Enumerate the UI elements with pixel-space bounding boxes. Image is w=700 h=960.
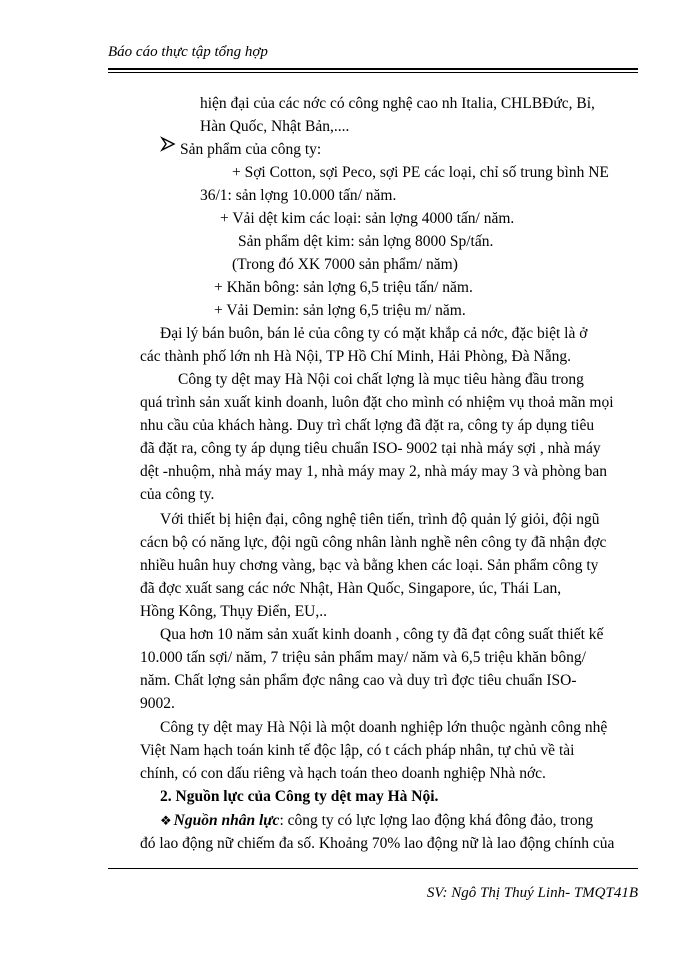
text-span: : công ty có lực lợng lao động khá đông đảo, trong [279, 812, 594, 829]
text-line: 9002. [140, 695, 175, 712]
text-line: Đại lý bán buôn, bán lẻ của công ty có mặt khắp cả nớc, đặc biệt là ở [160, 325, 588, 342]
text-line: của công ty. [140, 486, 215, 503]
text-line: Công ty dệt may Hà Nội coi chất lợng là mục tiêu hàng đầu trong [178, 371, 584, 388]
text-line: quá trình sản xuất kinh doanh, luôn đặt cho mình có nhiệm vụ thoả mãn mọi [140, 394, 614, 411]
text-line: Hàn Quốc, Nhật Bản,.... [200, 118, 350, 135]
text-line: Sản phẩm dệt kim: sản lợng 8000 Sp/tấn. [238, 233, 494, 250]
diamond-bullet-icon: ❖ [160, 813, 172, 828]
text-line: Việt Nam hạch toán kinh tế độc lập, có t cách pháp nhân, tự chủ về tài [140, 742, 575, 759]
footer-rule [108, 868, 638, 869]
text-line: nhu cầu của khách hàng. Duy trì chất lợng đã đặt ra, công ty áp dụng tiêu [140, 417, 595, 434]
text-line: Công ty dệt may Hà Nội là một doanh nghiệp lớn thuộc ngành công nhệ [160, 719, 608, 736]
section-heading: 2. Nguồn lực của Công ty dệt may Hà Nội. [160, 788, 439, 805]
text-line: đã đặt ra, công ty áp dụng tiêu chuẩn ISO- 9002 tại nhà máy sợi , nhà máy [140, 440, 601, 457]
text-line: chính, có con dấu riêng và hạch toán theo doanh nghiệp Nhà nớc. [140, 765, 546, 782]
text-line: cácn bộ có năng lực, đội ngũ công nhân lành nghề nên công ty đã nhận đợc [140, 534, 607, 551]
text-line: + Vải dệt kim các loại: sản lợng 4000 tấn/ năm. [220, 210, 515, 227]
section-label: Nguồn nhân lực [173, 812, 280, 829]
text-line: Hồng Kông, Thụy Điển, EU,.. [140, 603, 327, 620]
text-line: Với thiết bị hiện đại, công nghệ tiên tiến, trình độ quản lý giỏi, đội ngũ [160, 511, 600, 528]
text-line: Qua hơn 10 năm sản xuất kinh doanh , công ty đã đạt công suất thiết kế [160, 626, 604, 643]
page-header: Báo cáo thực tập tổng hợp [108, 44, 268, 60]
text-line: (Trong đó XK 7000 sản phẩm/ năm) [232, 256, 458, 273]
header-rule [108, 68, 638, 73]
text-line: hiện đại của các nớc có công nghệ cao nh Italia, CHLBĐức, Bỉ, [200, 95, 595, 112]
text-line: 36/1: sản lợng 10.000 tấn/ năm. [200, 187, 397, 204]
text-line [160, 811, 593, 831]
arrow-bullet-icon [160, 136, 176, 156]
text-line: năm. Chất lợng sản phẩm đợc nâng cao và duy trì đợc tiêu chuẩn ISO- [140, 672, 577, 689]
text-line: đã đợc xuất sang các nớc Nhật, Hàn Quốc, Singapore, úc, Thái Lan, [140, 580, 562, 597]
page-footer: SV: Ngô Thị Thuý Linh- TMQT41B [426, 885, 638, 901]
text-line: + Sợi Cotton, sợi Peco, sợi PE các loại, chỉ số trung bình NE [232, 164, 609, 181]
text-line: dệt -nhuộm, nhà máy may 1, nhà máy may 2, nhà máy may 3 và phòng ban [140, 463, 608, 480]
text-line: nhiều huân huy chơng vàng, bạc và bằng khen các loại. Sản phẩm công ty [140, 557, 599, 574]
text-line: đó lao động nữ chiếm đa số. Khoảng 70% lao động nữ là lao động chính của [140, 835, 615, 852]
text-line: + Khăn bông: sản lợng 6,5 triệu tấn/ năm. [214, 279, 473, 296]
text-line: các thành phố lớn nh Hà Nội, TP Hồ Chí Minh, Hải Phòng, Đà Nẵng. [140, 348, 571, 365]
text-line: 10.000 tấn sợi/ năm, 7 triệu sản phẩm may/ năm và 6,5 triệu khăn bông/ [140, 649, 586, 666]
text-line: + Vải Demin: sản lợng 6,5 triệu m/ năm. [214, 302, 466, 319]
text-line: Sản phẩm của công ty: [180, 141, 322, 158]
